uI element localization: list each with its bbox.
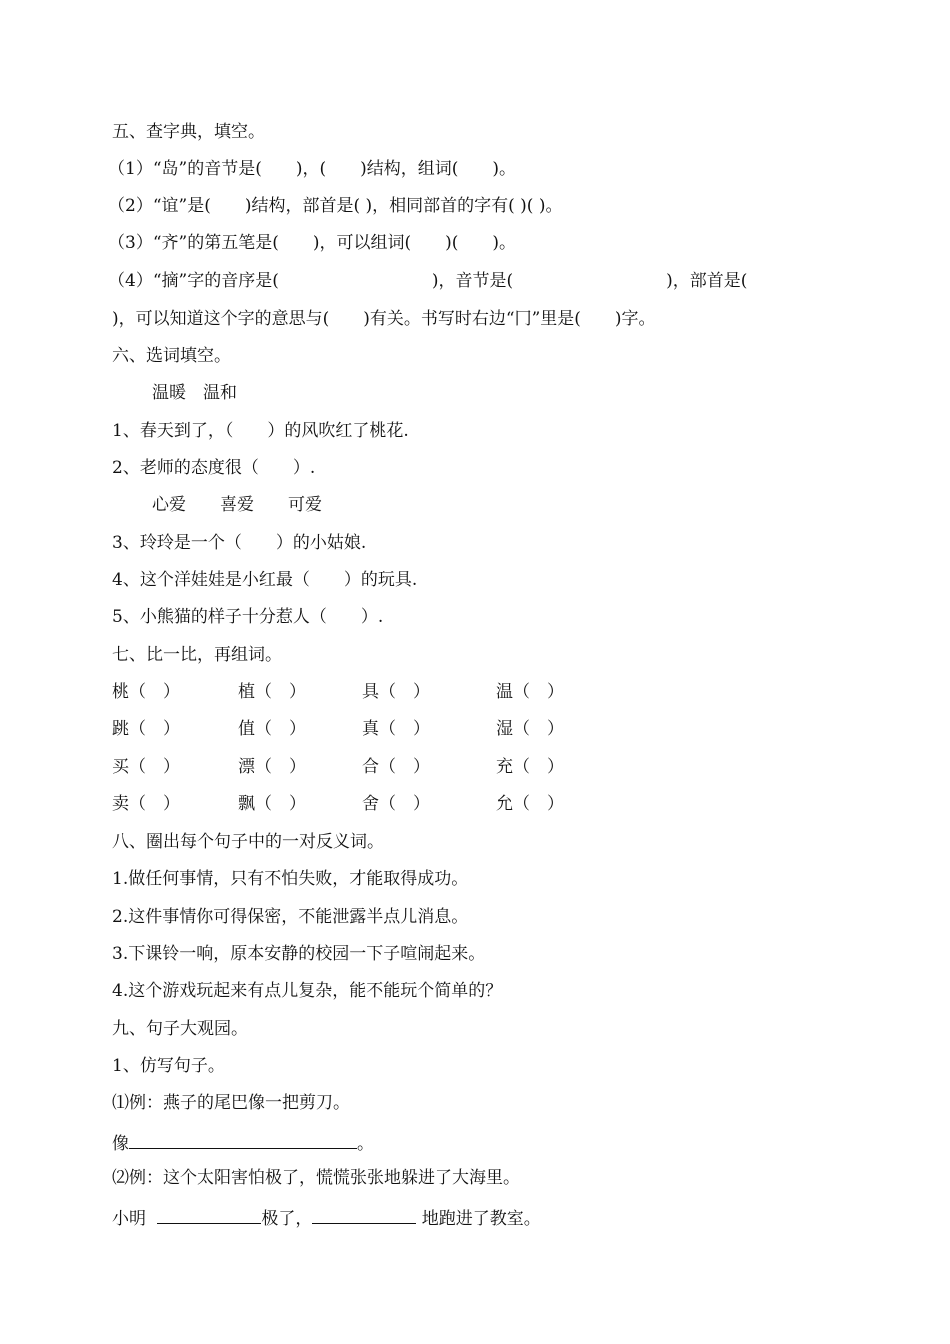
compare-cell: 充（ ） — [496, 757, 564, 777]
s8-sentence-1: 1.做任何事情，只有不怕失败，才能取得成功。 — [112, 869, 469, 889]
s8-sentence-4: 4.这个游戏玩起来有点儿复杂，能不能玩个简单的？ — [112, 981, 503, 1001]
answer-blank-2[interactable] — [157, 1205, 261, 1224]
s5-question-3: （3）“齐”的第五笔是( )，可以组词( )( )。 — [108, 233, 516, 253]
section-9-title: 九、句子大观园。 — [112, 1019, 248, 1039]
fill-text-b: 极了， — [261, 1209, 313, 1229]
compare-cell: 湿（ ） — [496, 719, 564, 739]
s9-fill-line-1 — [112, 1130, 374, 1155]
compare-cell: 值（ ） — [238, 719, 306, 739]
section-6-title: 六、选词填空。 — [112, 346, 231, 366]
section-7-title: 七、比一比，再组词。 — [112, 645, 282, 665]
fill-text-a: 小明 — [112, 1209, 152, 1229]
compare-cell: 真（ ） — [362, 719, 430, 739]
compare-cell: 跳（ ） — [112, 719, 180, 739]
compare-cell: 温（ ） — [496, 682, 564, 702]
s6-question-2: 2、老师的态度很（ ）. — [112, 458, 316, 478]
s9-example-1: ⑴例：燕子的尾巴像一把剪刀。 — [112, 1093, 350, 1113]
fill-prefix: 像 — [112, 1134, 129, 1154]
answer-blank-1[interactable] — [129, 1130, 357, 1149]
s6-question-4: 4、这个洋娃娃是小红最（ ）的玩具. — [112, 570, 418, 590]
s5-question-2: （2）“谊”是( )结构，部首是( )，相同部首的字有( )( )。 — [108, 196, 563, 216]
section-8-title: 八、圈出每个句子中的一对反义词。 — [112, 832, 384, 852]
compare-cell: 舍（ ） — [362, 794, 430, 814]
compare-cell: 卖（ ） — [112, 794, 180, 814]
compare-cell: 买（ ） — [112, 757, 180, 777]
compare-cell: 合（ ） — [362, 757, 430, 777]
s6-question-3: 3、玲玲是一个（ ）的小姑娘. — [112, 533, 367, 553]
s6-question-5: 5、小熊猫的样子十分惹人（ ）. — [112, 607, 384, 627]
s6-word-choices-2: 心爱 喜爱 可爱 — [152, 495, 322, 515]
s5-question-1: （1）“岛”的音节是( )，( )结构，组词( )。 — [108, 159, 516, 179]
fill-text-c: 地跑进了教室。 — [416, 1209, 541, 1229]
answer-blank-3[interactable] — [312, 1205, 416, 1224]
fill-suffix: 。 — [357, 1134, 374, 1154]
s6-word-choices-1: 温暖 温和 — [152, 383, 237, 403]
compare-cell: 飘（ ） — [238, 794, 306, 814]
s8-sentence-3: 3.下课铃一响，原本安静的校园一下子喧闹起来。 — [112, 944, 486, 964]
compare-cell: 漂（ ） — [238, 757, 306, 777]
compare-cell: 允（ ） — [496, 794, 564, 814]
compare-cell: 植（ ） — [238, 682, 306, 702]
s8-sentence-2: 2.这件事情你可得保密，不能泄露半点儿消息。 — [112, 907, 469, 927]
s5-question-4a: （4）“摘”字的音序是( )，音节是( )，部首是( — [108, 271, 748, 291]
s9-example-2: ⑵例：这个太阳害怕极了，慌慌张张地躲进了大海里。 — [112, 1168, 520, 1188]
s6-question-1: 1、春天到了，（ ）的风吹红了桃花. — [112, 421, 409, 441]
s9-fill-line-2 — [112, 1205, 541, 1230]
compare-cell: 具（ ） — [362, 682, 430, 702]
compare-cell: 桃（ ） — [112, 682, 180, 702]
s5-question-4b: )，可以知道这个字的意思与( )有关。书写时右边“冂”里是( )字。 — [112, 309, 656, 329]
section-5-title: 五、查字典，填空。 — [112, 122, 265, 142]
s9-subtitle-1: 1、仿写句子。 — [112, 1056, 225, 1076]
